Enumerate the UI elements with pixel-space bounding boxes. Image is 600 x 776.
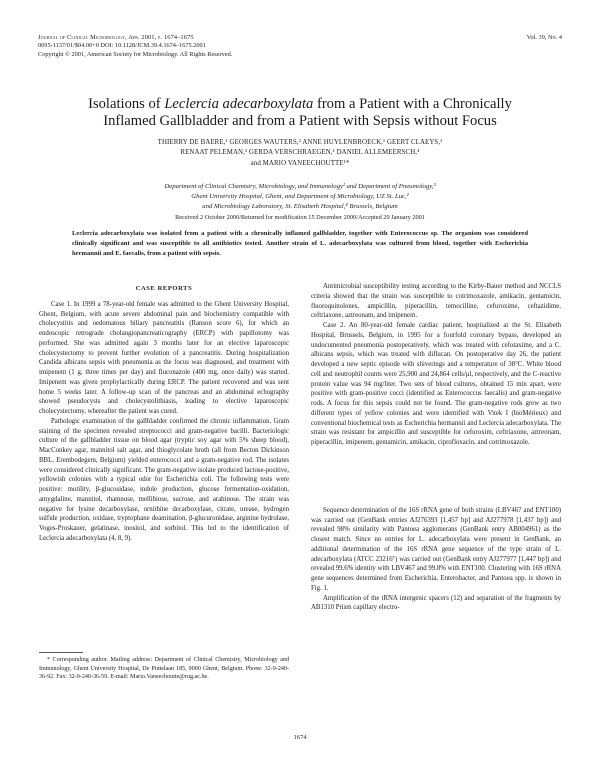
susceptibility-paragraph: Antimicrobial susceptibility testing according to the Kirby-Bauer method and NCCLS criteria showed that the strain was susceptible to cotrimoxazole, amikacin, gentamicin, fluoroquinolones, ampicillin, piperacillin, temocilline, cefuroxime, ceftazidime, ceftriaxone, aztreonam, and imipenem. [311, 283, 561, 320]
journal-citation: Journal of Clinical Microbiology, Apr. 2001, p. 1674–1675 [38, 34, 194, 41]
affiliation-line-1: Department of Clinical Chemistry, Microbiology, and Immunology¹ and Department of Pneumology,³ [164, 183, 436, 190]
running-header-left [38, 34, 232, 59]
article-title [30, 96, 570, 130]
page-number: 1674 [293, 734, 307, 741]
sequencing-paragraph: Sequence determination of the 16S rRNA gene of both strains (LBV467 and ENT100) was carried out (GenBank entries AJ276393 [1,457 bp] and AJ277978 [1,437 bp]) and revealed 98% similarity with Pantoea agglomerans (GenBank entry AB004961) as the closest match. Since no entries for L. adecarboxylata were present in GenBank, an additional determination of the 16S rRNA gene sequence of the type strain of L. adecarboxylata (ATCC 23216ᵀ) was carried out (GenBank entry AJ277977 [1,447 bp]) and revealed 99.6% identity with LBV467 and 99.8% with ENT100. Clustering with 16S rRNA gene sequences determined from Escherichia, Enterobacter, and Pantoea spp. is shown in Fig. 1. [311, 506, 561, 592]
abstract: Leclercia adecarboxylata was isolated from a patient with a chronically inflamed gallbladder, together with Enterococcus sp. The organism was considered clinically significant and was susceptible to all antibiotics tested. Another strain of L. adecarboxylata was cultured from blood, together with Escherichia hermannii and E. faecalis, from a patient with sepsis. [72, 230, 528, 257]
title-organism: Leclercia adecarboxylata [164, 96, 314, 112]
received-dates: Received 2 October 2000/Returned for modification 15 December 2000/Accepted 29 January 2001 [175, 214, 425, 221]
title-line-2: Inflamed Gallbladder and from a Patient with Sepsis without Focus [103, 113, 497, 129]
section-heading: CASE REPORTS [135, 285, 193, 292]
figure-gap [311, 448, 561, 506]
title-part-1: Isolations of [88, 96, 165, 112]
amplification-paragraph: Amplification of the tRNA intergenic spacers (12) and separation of the fragments by AB1310 Prism capillary electro- [311, 594, 561, 612]
affiliation-line-2: Ghent University Hospital, Ghent, and Department of Microbiology, UZ St. Luc,² [191, 193, 409, 200]
affiliation-line-3: and Microbiology Laboratory, St. Elisabeth Hospital,⁴ Brussels, Belgium [202, 203, 398, 210]
authors-line-1: THIERRY DE BAERE,¹ GEORGES WAUTERS,² ANNE HUYLENBROECK,¹ GEERT CLAEYS,¹ [157, 139, 443, 146]
copyright-line: Copyright © 2001, American Society for Microbiology. All Rights Reserved. [38, 50, 233, 58]
corresponding-author-footnote: * Corresponding author. Mailing address: Department of Clinical Chemistry, Microbiology and Immunology, Ghent University Hospital, De Pintelaan 185, 9000 Ghent, Belgium. Phone: 32-9-240-36-92. Fax: 32-9-240-36-59. E-mail: Mario.Vaneechoutte@rug.ac.be. [39, 657, 289, 681]
case-1-paragraph: Case 1. In 1999 a 78-year-old female was admitted to the Ghent University Hospital, Ghent, Belgium, with acute severe abdominal pain and biochemistry compatible with cholecystitis and oedomatous biliary pancreatitis (Ranson score 6), for which an endoscopic retrograde cholangiopancreaticography (ERCP) with papillotomy was performed. She was admitted again 3 months later for an elective laparoscopic cholecystectomy to prevent further evolution of a pancreatitis. During hospitalization Candida albicans sepsis with pneumonia as the focus was diagnosed, and treatment with imipenem (1 g, three times per day) and fluconazole (400 mg, once daily) was started. Imipenem was given prophylactically during ERCP. The patient recovered and was sent home 5 weeks later. A follow-up scan of the pancreas and an abdominal echography showed pseudocysts and cholecystolithiasis, leading to elective laparoscopic cholecystectomy, whereafter the patient was cured. [39, 300, 289, 415]
right-column [311, 282, 561, 613]
footnote-divider [39, 652, 83, 653]
affiliations [40, 182, 560, 212]
doi-line: 0095-1137/01/$04.00+0 DOI: 10.1128/JCM.39.4.1674–1675.2001 [38, 42, 206, 50]
left-column [39, 282, 289, 544]
title-part-2: from a Patient with a Chronically [313, 96, 512, 112]
authors-line-2: RENAAT PELEMAN,³ GERDA VERSCHRAEGEN,¹ DANIEL ALLEMEERSCH,⁴ [180, 149, 420, 157]
authors-line-3: and MARIO VANEECHOUTTE¹* [250, 159, 350, 167]
pathology-paragraph: Pathologic examination of the gallbladder confirmed the chronic inflammation. Gram staining of the specimen revealed streptococci and gram-negative bacilli. Bacteriologic culture of the gallbladder tissue on blood agar (tryptic soy agar with 5% sheep blood), MacConkey agar, mannitol salt agar, and thioglycolate broth (all from Becton Dickinson BBL, Erembodegem, Belgium) yielded enterococci and a gram-negative rod. The isolates were considered clinically significant. The gram-negative isolate produced lactose-positive, yellowish colonies with a typical odor for Escherichia coli. The following tests were positive: motility, β-glucosidase, indole production, glucose fermentation-oxidation, amygdaline, mannitol, rhamnose, mellibiose, sucrose, and arabinose. The strain was negative for lysine decarboxylase, ornithine decarboxylase, citrate, urease, hydrogen sulfide production, oxidase, tryptophane deamination, β-glucuronidase, arginine hydrolase, Voges-Proskauer, gelatinase, inositol, and sorbitol. This led to the identification of Leclercia adecarboxylata (4, 8, 9). [39, 417, 289, 542]
author-list [40, 138, 560, 169]
case-2-paragraph: Case 2. An 80-year-old female cardiac patient, hospitalized at the St. Elisabeth Hospital, Brussels, Belgium, in 1995 for a fourfold coronary bypass, developed an undocumented pneumonia postoperatively, which was treated with cefotaxime, and a C. albicans sepsis, which was treated with diflucan. On postoperative day 26, the patient developed a new septic episode with shiverings and a temperature of 38°C. White blood cell and neutrophil counts were 25,900 and 24,864 cells/μl, respectively, and the C-reactive protein value was 94 mg/liter. Two sets of blood cultures, obtained 15 min apart, were positive with gram-positive cocci (identified as Enterococcus faecalis) and gram-negative rods. A focus for this sepsis could not be found. The gram-negative rods grew as two different types of yellow colonies and were identified with Vitek I (bioMérieux) and conventional biochemical tests as Escherichia hermannii and Leclercia adecarboxylata. The strain was resistant for ampicillin and susceptible for cefuroxim, ceftriaxone, aztreonam, piperacillin, imipenem, gentamicin, amikacin, ciprofloxacin, and cotrimoxazole. [311, 322, 561, 446]
volume-issue: Vol. 39, No. 4 [526, 34, 562, 41]
